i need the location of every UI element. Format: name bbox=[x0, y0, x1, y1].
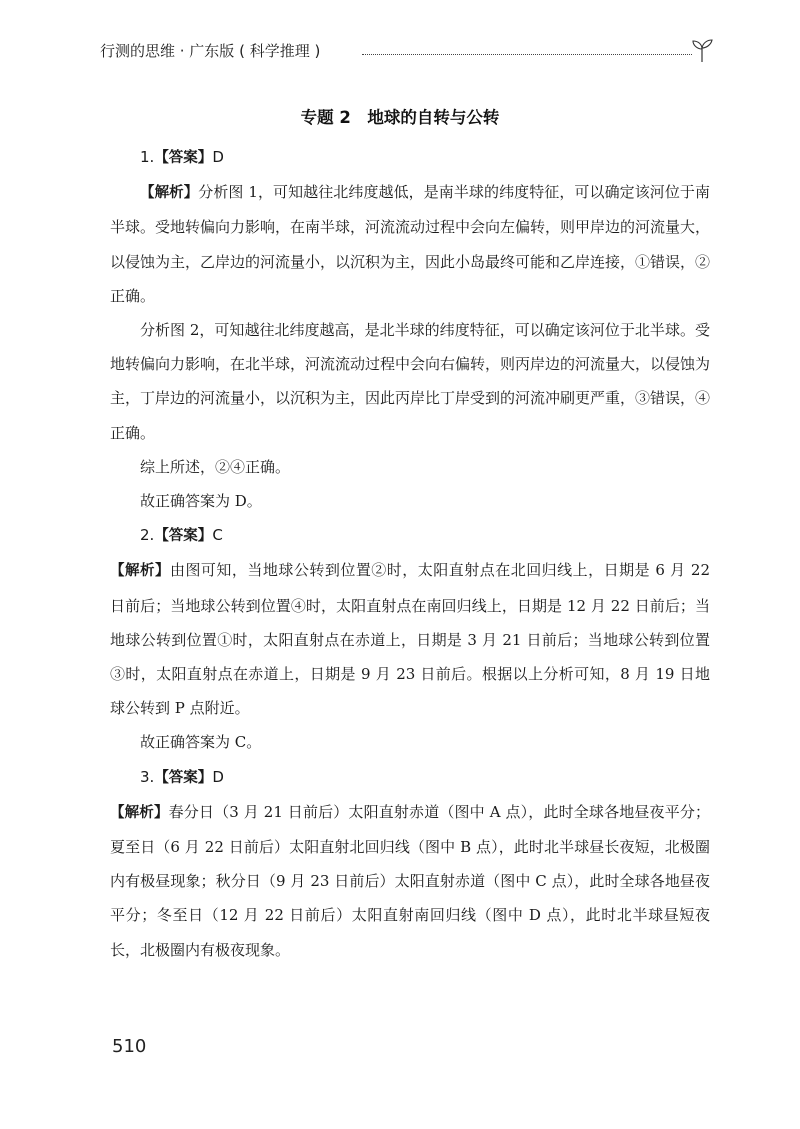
analysis-paragraph: 【解析】春分日（3 月 21 日前后）太阳直射赤道（图中 A 点），此时全球各地昼夜平分；夏至日（6 月 22 日前后）太阳直射北回归线（图中 B 点），此时北半球昼长夜短，北极圈内有极昼现象；秋分日（9 月 23 日前后）太阳直射赤道（图中 C 点），此时全球各地昼夜平分；冬至日（12 月 22 日前后）太阳直射南回归线（图中 D 点），此时北半球昼短夜长，北极圈内有极夜现象。 bbox=[110, 802, 711, 959]
answer-line: 1.【答案】D bbox=[140, 148, 224, 166]
answer-line: 2.【答案】C bbox=[140, 526, 223, 545]
page-number: 510 bbox=[112, 1036, 147, 1057]
analysis-paragraph: 分析图 2，可知越往北纬度越高，是北半球的纬度特征，可以确定该河位于北半球。受地转偏向力影响，在北半球，河流流动过程中会向右偏转，则丙岸边的河流量大，以侵蚀为主，丁岸边的河流量小，以沉积为主，因此丙岸比丁岸受到的河流冲刷更严重，③错误，④正确。 bbox=[110, 321, 711, 442]
summary-paragraph: 综上所述，②④正确。 bbox=[140, 457, 291, 476]
answer-content bbox=[110, 140, 710, 967]
conclusion-paragraph: 故正确答案为 D。 bbox=[140, 492, 262, 511]
analysis-paragraph: 【解析】分析图 1，可知越往北纬度越低，是南半球的纬度特征，可以确定该河位于南半球。受地转偏向力影响，在南半球，河流流动过程中会向左偏转，则甲岸边的河流量大，以侵蚀为主，乙岸边的河流量小，以沉积为主，因此小岛最终可能和乙岸连接，①错误，②正确。 bbox=[110, 183, 711, 305]
book-title: 行测的思维 · 广东版 ( 科学推理 ) bbox=[100, 42, 321, 60]
header-rule bbox=[362, 54, 692, 55]
running-header bbox=[100, 36, 710, 64]
analysis-paragraph: 【解析】由图可知，当地球公转到位置②时，太阳直射点在北回归线上，日期是 6 月 22 日前后；当地球公转到位置④时，太阳直射点在南回归线上，日期是 12 月 22 日前后；当地球公转到位置①时，太阳直射点在赤道上，日期是 3 月 21 日前后；当地球公转到位置③时，太阳直射点在赤道上，日期是 9 月 23 日前后。根据以上分析可知，8 月 19 日地球公转到 P 点附近。 bbox=[110, 561, 710, 718]
sprout-icon bbox=[688, 36, 716, 64]
conclusion-paragraph: 故正确答案为 C。 bbox=[140, 733, 262, 752]
section-title: 专题 2 地球的自转与公转 bbox=[300, 108, 500, 127]
answer-line: 3.【答案】D bbox=[140, 767, 224, 786]
